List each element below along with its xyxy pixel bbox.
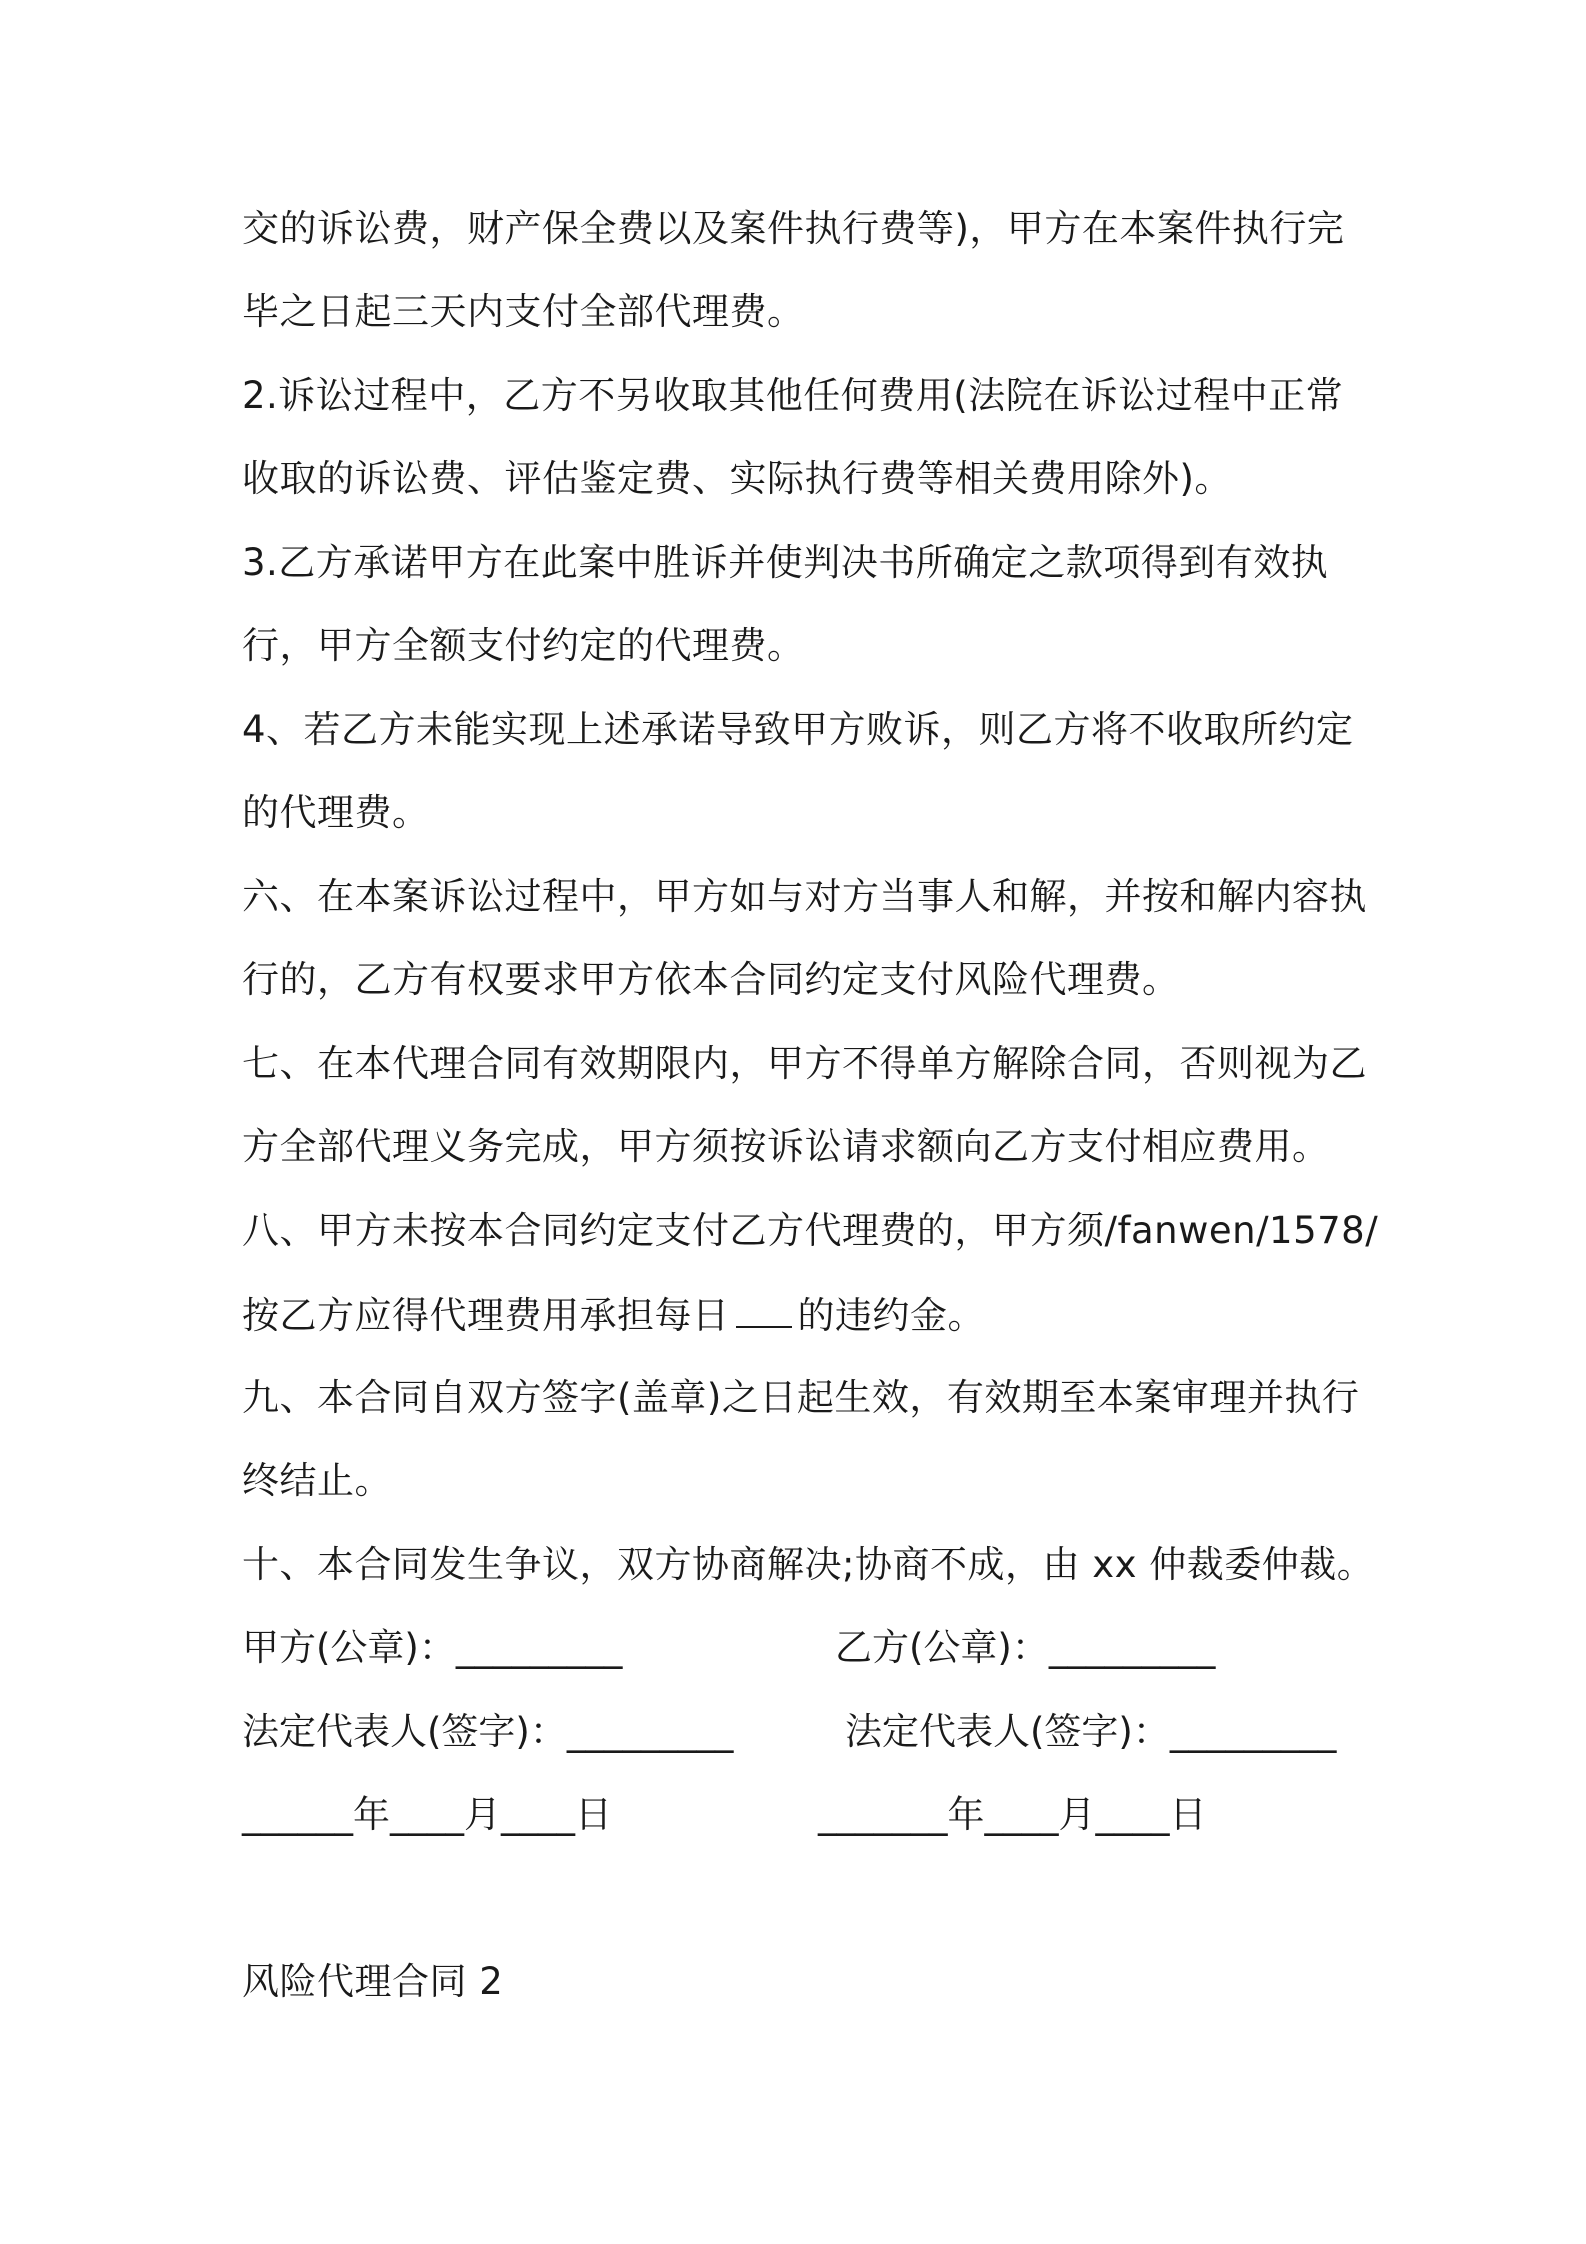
clause-line: 收取的诉讼费、评估鉴定费、实际执行费等相关费用除外)。: [242, 457, 1232, 500]
party-b-seal-field: 乙方(公章)：_________: [835, 1626, 1216, 1669]
clause-line: 终结止。: [242, 1459, 392, 1502]
party-b-representative-field: 法定代表人(签字)：_________: [845, 1710, 1337, 1753]
clause-line: 九、本合同自双方签字(盖章)之日起生效，有效期至本案审理并执行: [242, 1376, 1360, 1419]
clause-line: 六、在本案诉讼过程中，甲方如与对方当事人和解，并按和解内容执: [242, 875, 1367, 918]
clause-line: 行，甲方全额支付约定的代理费。: [242, 624, 805, 667]
clause-line: 2.诉讼过程中，乙方不另收取其他任何费用(法院在诉讼过程中正常: [242, 374, 1344, 417]
clause-line: 行的，乙方有权要求甲方依本合同约定支付风险代理费。: [242, 958, 1180, 1001]
clause-text: 按乙方应得代理费用承担每日: [242, 1294, 730, 1337]
clause-line: 七、在本代理合同有效期限内，甲方不得单方解除合同，否则视为乙: [242, 1042, 1367, 1085]
party-a-seal-field: 甲方(公章)：_________: [242, 1626, 623, 1669]
clause-line: 3.乙方承诺甲方在此案中胜诉并使判决书所确定之款项得到有效执: [242, 541, 1329, 584]
clause-line: 八、甲方未按本合同约定支付乙方代理费的，甲方须/fanwen/1578/: [242, 1209, 1379, 1252]
clause-line: 4、若乙方未能实现上述承诺导致甲方败诉，则乙方将不收取所约定: [242, 708, 1354, 751]
section-title: 风险代理合同 2: [242, 1960, 504, 2003]
party-b-date-field: _______年____月____日: [818, 1793, 1207, 1836]
clause-line: 交的诉讼费，财产保全费以及案件执行费等)，甲方在本案件执行完: [242, 207, 1345, 250]
clause-text: 的违约金。: [797, 1294, 985, 1337]
clause-line: 的代理费。: [242, 791, 430, 834]
clause-line: 毕之日起三天内支付全部代理费。: [242, 290, 805, 333]
clause-line: 方全部代理义务完成，甲方须按诉讼请求额向乙方支付相应费用。: [242, 1125, 1330, 1168]
clause-line-with-blank: [242, 1290, 1362, 1340]
party-a-date-field: ______年____月____日: [242, 1793, 612, 1836]
clause-line: 十、本合同发生争议，双方协商解决;协商不成，由 xx 仲裁委仲裁。: [242, 1543, 1375, 1586]
fill-in-blank: [736, 1290, 792, 1328]
party-a-representative-field: 法定代表人(签字)：_________: [242, 1710, 734, 1753]
